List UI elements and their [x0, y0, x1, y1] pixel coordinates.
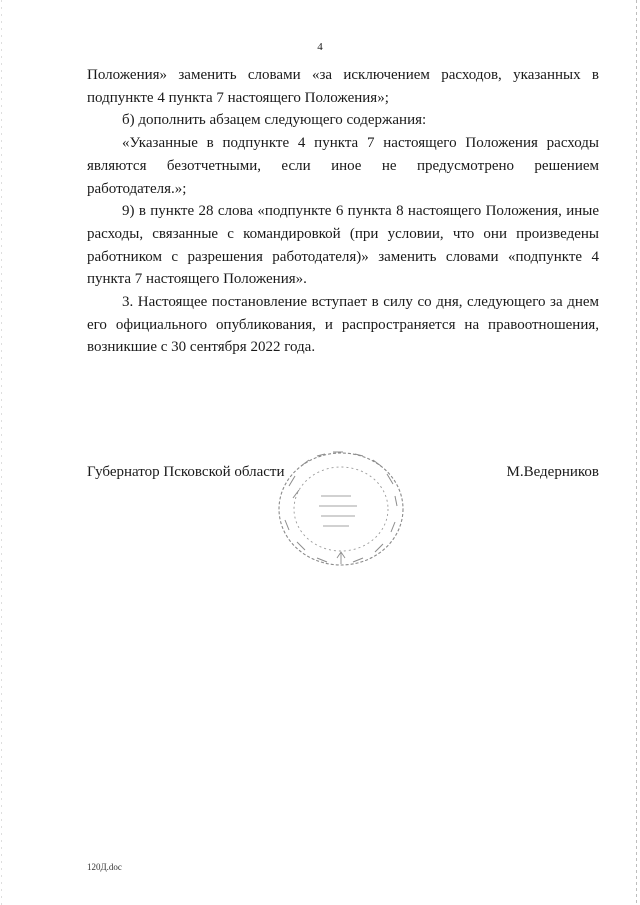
signatory-name: М.Ведерников	[506, 464, 599, 480]
scan-edge-right	[636, 0, 637, 905]
footer-filename: 120Д.doc	[87, 862, 122, 872]
paragraph-item-9: 9) в пункте 28 слова «подпункте 6 пункта 8 настоящего Положения, иные расходы, связанные с командировкой (при условии, что они произведены работником с разрешения работодателя)» заменить словами «подпункте 4 пункта 7 настоящего Положения».	[87, 203, 599, 288]
official-seal-stamp	[271, 446, 411, 571]
document-body	[87, 64, 599, 359]
seal-graphic	[271, 446, 411, 571]
signatory-title: Губернатор Псковской области	[87, 464, 285, 480]
paragraph-continuation: Положения» заменить словами «за исключением расходов, указанных в подпункте 4 пункта 7 настоящего Положения»;	[87, 67, 599, 106]
scan-edge-left	[1, 0, 2, 905]
paragraph-clause-3: 3. Настоящее постановление вступает в силу со дня, следующего за днем его официального опубликования, и распространяется на правоотношения, возникшие с 30 сентября 2022 года.	[87, 294, 599, 356]
paragraph-item-b: б) дополнить абзацем следующего содержания:	[122, 112, 427, 129]
page-number: 4	[317, 41, 323, 53]
paragraph-quoted-insert: «Указанные в подпункте 4 пункта 7 настоящего Положения расходы являются безотчетными, если иное не предусмотрено решением работодателя.»;	[87, 135, 599, 197]
